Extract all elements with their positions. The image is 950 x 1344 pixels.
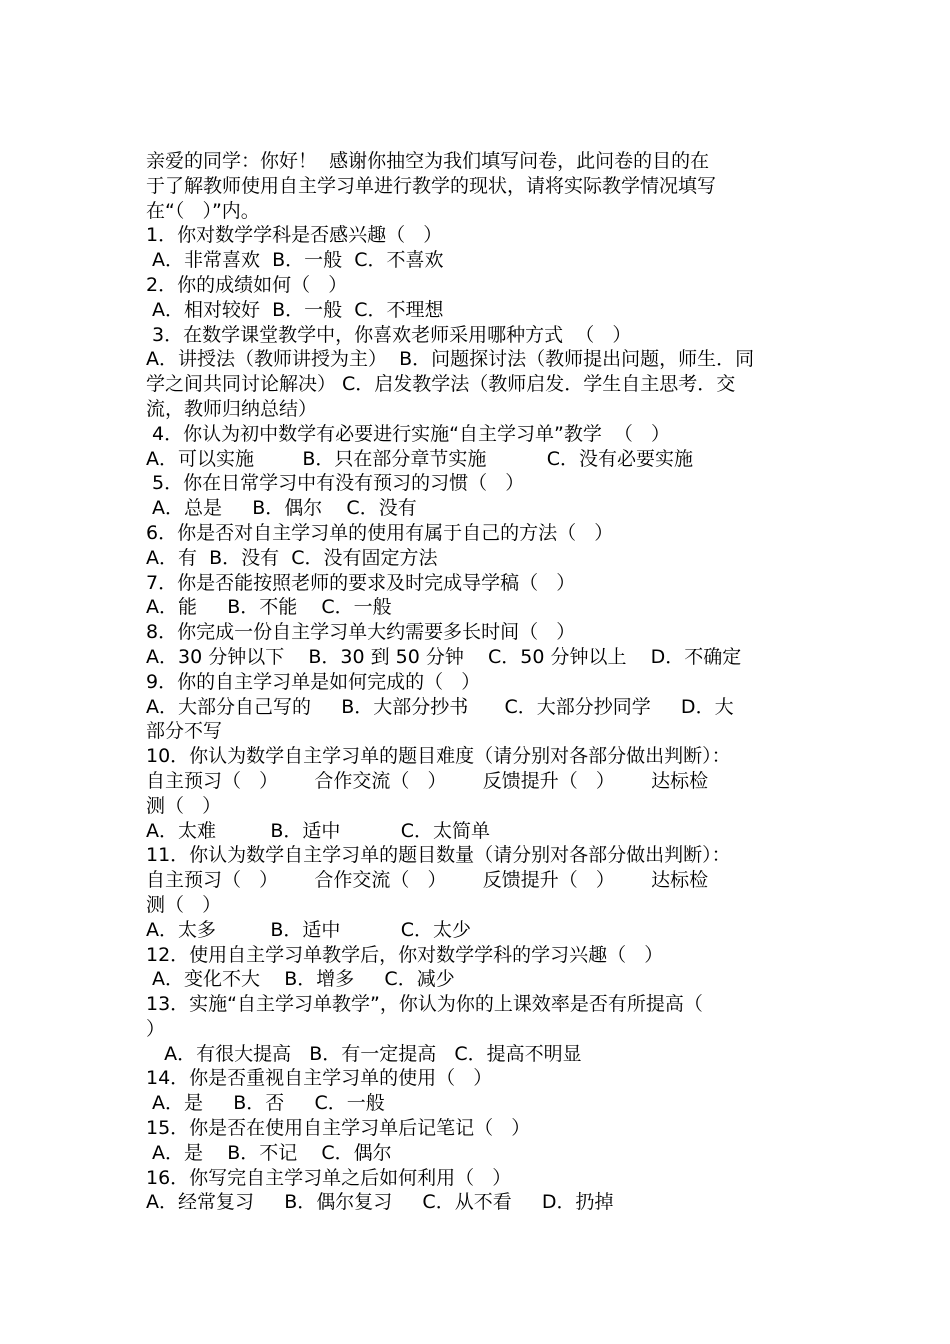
question-7-options: A．能 B．不能 C．一般 <box>146 596 392 619</box>
question-10: 10．你认为数学自主学习单的题目难度（请分别对各部分做出判断）： <box>146 745 731 768</box>
intro-line-1: 亲爱的同学：你好！ 感谢你抽空为我们填写问卷，此问卷的目的在 <box>146 150 710 172</box>
question-3: 3．在数学课堂教学中，你喜欢老师采用哪种方式 （ ） <box>146 323 632 346</box>
question-15: 15．你是否在使用自主学习单后记笔记（ ） <box>146 1117 531 1140</box>
question-12-options: A．变化不大 B．增多 C．减少 <box>146 968 455 991</box>
question-14: 14．你是否重视自主学习单的使用（ ） <box>146 1067 493 1090</box>
question-4-options: A．可以实施 B．只在部分章节实施 C．没有必要实施 <box>146 447 694 470</box>
question-9: 9．你的自主学习单是如何完成的（ ） <box>146 670 481 693</box>
question-8: 8．你完成一份自主学习单大约需要多长时间（ ） <box>146 621 576 644</box>
question-3-options-line-3: 流，教师归纳总结） <box>146 397 318 420</box>
question-10-parts-line-2: 测（ ） <box>146 794 222 817</box>
question-2-options: A．相对较好 B．一般 C．不理想 <box>146 298 444 321</box>
question-16: 16．你写完自主学习单之后如何利用（ ） <box>146 1166 512 1189</box>
questionnaire-body <box>146 149 808 1215</box>
question-11: 11．你认为数学自主学习单的题目数量（请分别对各部分做出判断）： <box>146 844 731 867</box>
question-5-options: A．总是 B．偶尔 C．没有 <box>146 497 417 520</box>
question-11-parts-line-2: 测（ ） <box>146 893 222 916</box>
question-15-options: A．是 B．不记 C．偶尔 <box>146 1141 392 1164</box>
question-10-parts-line-1: 自主预习（ ） 合作交流（ ） 反馈提升（ ） 达标检 <box>146 769 709 792</box>
question-3-options-line-1: A．讲授法（教师讲授为主） B．问题探讨法（教师提出问题，师生．同 <box>146 348 755 371</box>
question-7: 7．你是否能按照老师的要求及时完成导学稿（ ） <box>146 571 576 594</box>
question-1-options: A．非常喜欢 B．一般 C．不喜欢 <box>146 249 444 272</box>
question-8-options: A．30 分钟以下 B．30 到 50 分钟 C．50 分钟以上 D．不确定 <box>146 645 742 668</box>
question-10-options: A．太难 B．适中 C．太简单 <box>146 819 491 842</box>
question-9-options-line-2: 部分不写 <box>146 720 223 743</box>
question-12: 12．使用自主学习单教学后，你对数学学科的学习兴趣（ ） <box>146 943 664 966</box>
question-14-options: A．是 B．否 C．一般 <box>146 1092 385 1115</box>
question-2: 2．你的成绩如何（ ） <box>146 273 348 296</box>
question-3-options-line-2: 学之间共同讨论解决） C．启发教学法（教师启发．学生自主思考．交 <box>146 373 736 396</box>
intro-line-3: 在“（ ）”内。 <box>146 199 260 222</box>
question-16-options: A．经常复习 B．偶尔复习 C．从不看 D．扔掉 <box>146 1191 614 1214</box>
question-6-options: A．有 B．没有 C．没有固定方法 <box>146 546 438 569</box>
question-9-options-line-1: A．大部分自己写的 B．大部分抄书 C．大部分抄同学 D．大 <box>146 695 734 718</box>
question-5: 5．你在日常学习中有没有预习的习惯（ ） <box>146 472 525 495</box>
question-13-continued: ） <box>146 1017 166 1040</box>
question-1: 1．你对数学学科是否感兴趣（ ） <box>146 224 443 247</box>
question-11-parts-line-1: 自主预习（ ） 合作交流（ ） 反馈提升（ ） 达标检 <box>146 869 709 892</box>
question-4: 4．你认为初中数学有必要进行实施“自主学习单”教学 （ ） <box>146 422 671 445</box>
question-13-options: A．有很大提高 B．有一定提高 C．提高不明显 <box>146 1042 582 1065</box>
question-6: 6．你是否对自主学习单的使用有属于自己的方法（ ） <box>146 521 614 544</box>
question-13: 13．实施“自主学习单教学”，你认为你的上课效率是否有所提高（ <box>146 993 703 1016</box>
question-11-options: A．太多 B．适中 C．太少 <box>146 918 472 941</box>
intro-line-2: 于了解教师使用自主学习单进行教学的现状，请将实际教学情况填写 <box>146 174 717 197</box>
